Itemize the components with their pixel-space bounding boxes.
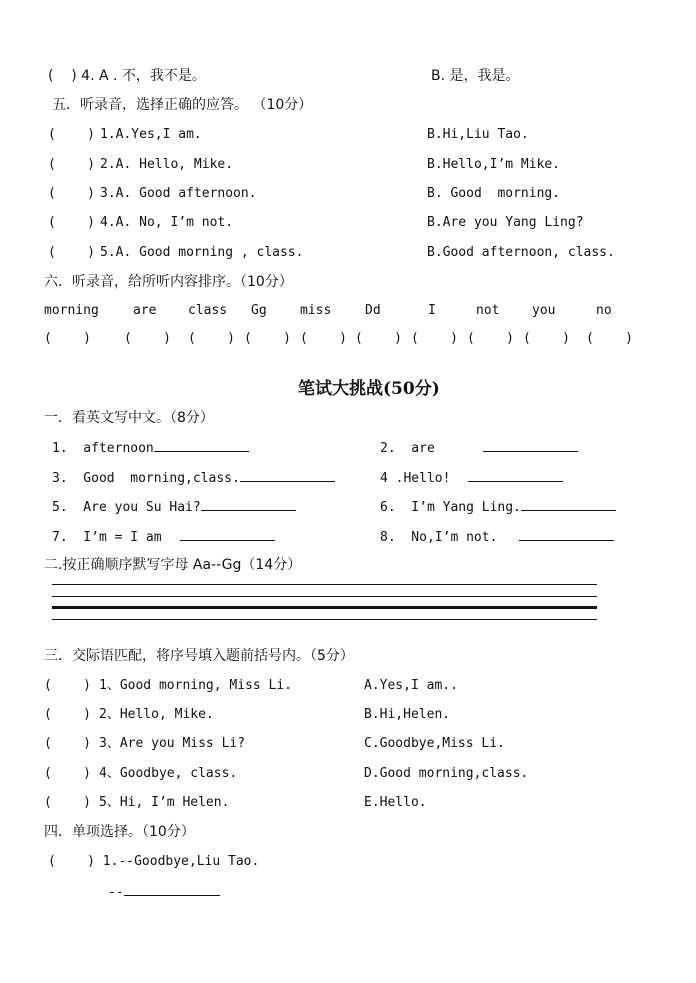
p3-question-2: 2、Hello, Mike.	[99, 707, 214, 722]
p3-answer-4: D.Good morning,class.	[364, 766, 529, 781]
s5-option-b-1: B.Hi,Liu Tao.	[427, 127, 529, 142]
s5-option-a-3: 3.A. Good afternoon.	[100, 186, 257, 201]
p1-blank-7[interactable]	[180, 527, 275, 541]
p3-answer-2: B.Hi,Helen.	[364, 707, 451, 722]
s6-paren-9[interactable]: ( )	[523, 331, 570, 346]
s5-option-a-5: 5.A. Good morning , class.	[100, 245, 304, 260]
p3-question-4: 4、Goodbye, class.	[99, 766, 238, 781]
s5-paren-4[interactable]: ( )	[48, 215, 95, 230]
section5-heading: 五．听录音，选择正确的应答。 （10分）	[52, 97, 313, 113]
s6-paren-1[interactable]: ( )	[44, 331, 91, 346]
s6-word-7: I	[428, 303, 436, 318]
p1-item-3	[52, 468, 335, 488]
s5-option-a-1: 1.A.Yes,I am.	[100, 127, 202, 142]
s5-paren-3[interactable]: ( )	[48, 186, 95, 201]
s6-word-2: are	[133, 303, 157, 318]
p3-question-5: 5、Hi, I’m Helen.	[99, 795, 230, 810]
writing-line-2[interactable]	[52, 596, 597, 597]
p1-blank-6[interactable]	[521, 497, 616, 511]
p1-item-8	[380, 527, 614, 547]
s6-paren-3[interactable]: ( )	[188, 331, 235, 346]
s5-option-b-4: B.Are you Yang Ling?	[427, 215, 584, 230]
p1-item-2	[380, 438, 578, 458]
p1-item-8-text: 8. No,I’m not.	[380, 530, 498, 545]
p1-item-6	[380, 497, 616, 517]
p3-paren-4[interactable]: ( )	[44, 766, 91, 781]
p3-question-1: 1、Good morning, Miss Li.	[99, 678, 293, 693]
s5-option-a-2: 2.A. Hello, Mike.	[100, 157, 234, 172]
p1-item-1-text: 1. afternoon	[52, 441, 154, 456]
p1-item-5	[52, 497, 296, 517]
top-row-left: ( ) 4. A . 不，我不是。	[48, 68, 206, 84]
p1-item-3-text: 3. Good morning,class.	[52, 471, 240, 486]
p3-answer-5: E.Hello.	[364, 795, 427, 810]
s5-option-b-2: B.Hello,I’m Mike.	[427, 157, 561, 172]
p1-blank-3[interactable]	[240, 468, 335, 482]
s6-paren-5[interactable]: ( )	[300, 331, 347, 346]
p4-blank-1[interactable]	[124, 882, 220, 896]
s6-paren-4[interactable]: ( )	[244, 331, 291, 346]
p1-blank-4[interactable]	[468, 468, 563, 482]
p4-answer-1	[108, 882, 220, 902]
p1-blank-2[interactable]	[483, 438, 578, 452]
part4-heading: 四．单项选择。（10分）	[44, 824, 195, 840]
s6-word-1: morning	[44, 303, 99, 318]
s5-option-a-4: 4.A. No, I’m not.	[100, 215, 234, 230]
p3-paren-3[interactable]: ( )	[44, 736, 91, 751]
section6-heading: 六．听录音，给所听内容排序。（10分）	[44, 274, 293, 290]
written-title: 笔试大挑战(50分)	[298, 379, 440, 399]
p1-item-7-text: 7. I’m = I am	[52, 530, 162, 545]
s6-paren-10[interactable]: ( )	[586, 331, 633, 346]
p1-item-4-text: 4 .Hello!	[380, 471, 451, 486]
s6-word-6: Dd	[365, 303, 381, 318]
s6-paren-7[interactable]: ( )	[411, 331, 458, 346]
p3-paren-5[interactable]: ( )	[44, 795, 91, 810]
p3-paren-2[interactable]: ( )	[44, 707, 91, 722]
part1-heading: 一．看英文写中文。（8分）	[44, 410, 214, 426]
s6-word-9: you	[532, 303, 556, 318]
s6-word-3: class	[188, 303, 228, 318]
p3-answer-1: A.Yes,I am..	[364, 678, 458, 693]
p3-paren-1[interactable]: ( )	[44, 678, 91, 693]
s6-paren-8[interactable]: ( )	[467, 331, 514, 346]
s6-word-8: not	[476, 303, 500, 318]
p1-item-5-text: 5. Are you Su Hai?	[52, 500, 201, 515]
s5-paren-2[interactable]: ( )	[48, 157, 95, 172]
p1-blank-1[interactable]	[154, 438, 249, 452]
p3-answer-3: C.Goodbye,Miss Li.	[364, 736, 505, 751]
writing-line-4[interactable]	[52, 619, 597, 620]
s6-paren-2[interactable]: ( )	[124, 331, 171, 346]
p3-question-3: 3、Are you Miss Li?	[99, 736, 246, 751]
p4-answer-prefix: --	[108, 885, 124, 900]
p1-blank-5[interactable]	[201, 497, 296, 511]
writing-line-3[interactable]	[52, 606, 597, 609]
s5-option-b-3: B. Good morning.	[427, 186, 561, 201]
s5-paren-5[interactable]: ( )	[48, 245, 95, 260]
part2-heading: 二.按正确顺序默写字母 Aa--Gg（14分）	[44, 557, 302, 573]
p1-item-7	[52, 527, 275, 547]
p1-blank-8[interactable]	[519, 527, 614, 541]
s6-word-10: no	[596, 303, 612, 318]
p1-item-4	[380, 468, 563, 488]
p1-item-6-text: 6. I’m Yang Ling.	[380, 500, 521, 515]
part3-heading: 三．交际语匹配，将序号填入题前括号内。（5分）	[44, 648, 354, 664]
s6-word-4: Gg	[251, 303, 267, 318]
s6-paren-6[interactable]: ( )	[355, 331, 402, 346]
p1-item-1	[52, 438, 249, 458]
p4-question-1: ( ) 1.--Goodbye,Liu Tao.	[48, 854, 260, 869]
s6-word-5: miss	[300, 303, 332, 318]
s5-paren-1[interactable]: ( )	[48, 127, 95, 142]
top-row-right: B. 是，我是。	[431, 68, 520, 84]
p1-item-2-text: 2. are	[380, 441, 435, 456]
s5-option-b-5: B.Good afternoon, class.	[427, 245, 615, 260]
writing-line-1[interactable]	[52, 584, 597, 585]
